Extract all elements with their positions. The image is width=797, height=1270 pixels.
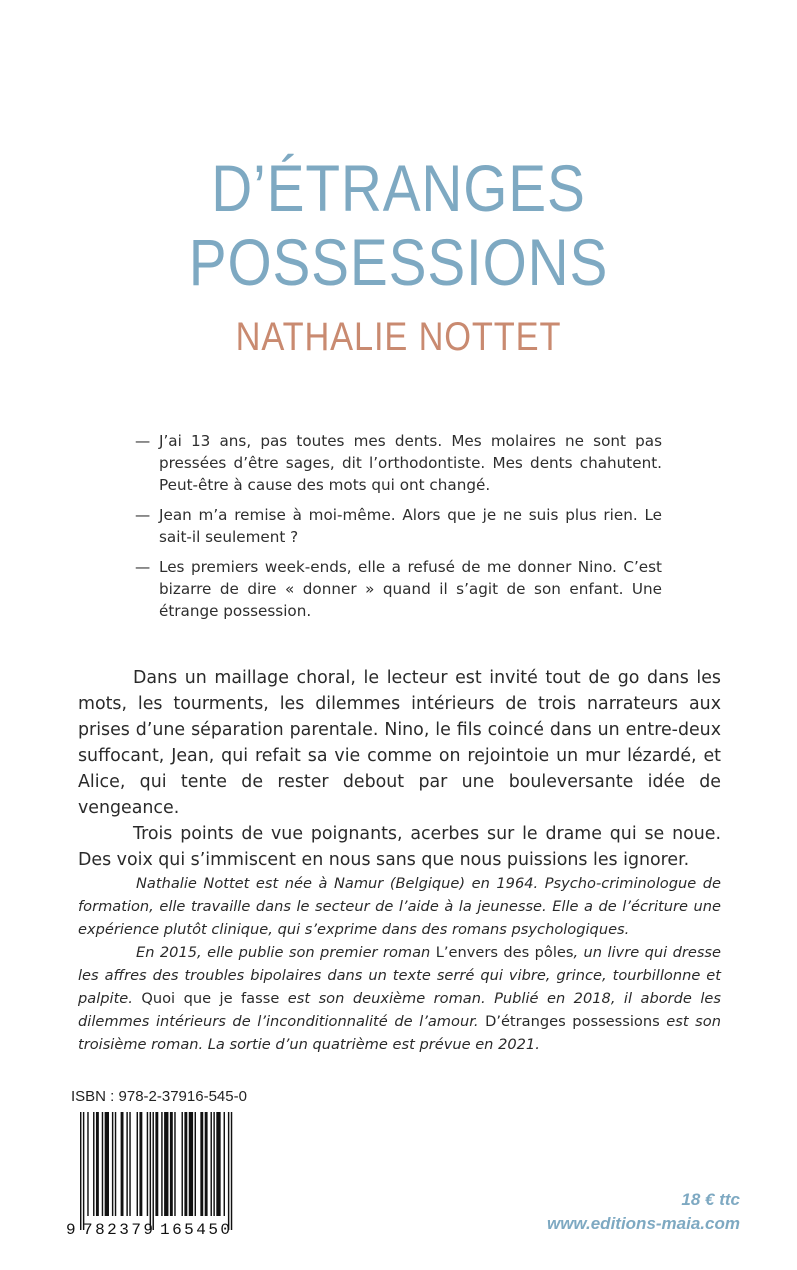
barcode-bar xyxy=(189,1112,193,1216)
barcode-bar xyxy=(170,1112,173,1216)
quote-dash: — xyxy=(135,506,151,524)
quote-item xyxy=(135,504,662,548)
barcode-bar xyxy=(121,1112,124,1216)
bio-paragraph-2 xyxy=(78,941,721,1056)
barcode-bar xyxy=(200,1112,203,1216)
author-name: NATHALIE NOTTET xyxy=(235,315,562,359)
barcode-bar xyxy=(112,1112,113,1216)
barcode-bar xyxy=(126,1112,127,1216)
summary-paragraph-1: Dans un maillage choral, le lecteur est invité tout de go dans les mots, les tourments, les dilemmes intérieurs de trois narrateurs aux prises d’une séparation parentale. Nino, le fils coincé dans un entre-deux suffocant, Jean, qui refait sa vie comme on rejointoie un mur lézardé, et Alice, qui tente de rester debout par une bouleversante idée de vengeance. xyxy=(78,668,721,818)
bio-text: , un livre qui dresse les affres des troubles bipolaires dans un texte serré qui vibre, grince, tourbillonne et palpite. xyxy=(78,944,722,1007)
barcode-bar xyxy=(182,1112,183,1216)
barcode-digit-prefix: 9 xyxy=(66,1221,76,1236)
publisher-website: www.editions-maia.com xyxy=(546,1214,740,1233)
quote-text: Les premiers week-ends, elle a refusé de me donner Nino. C’est bizarre de dire « donner » quand il s’agit de son enfant. Une étrange possession. xyxy=(159,558,662,620)
barcode-bar xyxy=(161,1112,162,1216)
barcode-bar xyxy=(205,1112,208,1216)
barcode-bar xyxy=(102,1112,103,1216)
book-reference: D’étranges possessions xyxy=(485,1013,660,1030)
barcode-bar xyxy=(147,1112,148,1216)
barcode-bar xyxy=(137,1112,138,1216)
barcode-bar xyxy=(80,1112,81,1230)
isbn-label: ISBN : 978-2-37916-545-0 xyxy=(71,1088,247,1105)
barcode-bar xyxy=(139,1112,142,1216)
quote-item xyxy=(135,556,662,622)
book-summary xyxy=(78,665,721,873)
summary-paragraph-2: Trois points de vue poignants, acerbes sur le drame qui se noue. Des voix qui s’immiscent en nous sans que nous puissions les ignorer. xyxy=(78,824,721,870)
barcode-bar xyxy=(228,1112,229,1230)
barcode-bar xyxy=(231,1112,232,1230)
book-reference: Quoi que je fasse xyxy=(141,990,280,1007)
bio-text: En 2015, elle publie son premier roman xyxy=(136,944,436,961)
bio-paragraph-1: Nathalie Nottet est née à Namur (Belgique) en 1964. Psycho-criminologue de formation, elle travaille dans le secteur de l’aide à la jeunesse. Elle a de l’écriture une expérience plutôt clinique, qui s’exprime dans des romans psychologiques. xyxy=(78,875,721,938)
book-reference: L’envers des pôles xyxy=(435,944,574,961)
barcode-bar xyxy=(184,1112,187,1216)
quote-list xyxy=(135,430,662,630)
barcode-bar xyxy=(195,1112,196,1216)
barcode-bar xyxy=(115,1112,116,1216)
barcode-bar xyxy=(93,1112,94,1216)
barcode-bar xyxy=(153,1112,154,1230)
author-bio xyxy=(78,872,721,1056)
book-title-line-2: POSSESSIONS xyxy=(188,225,609,299)
barcode-bar xyxy=(105,1112,109,1216)
price: 18 € ttc xyxy=(681,1190,740,1209)
bio-text: est son deuxième roman. Publié en 2018, il aborde les dilemmes intérieurs de l’inconditionnalité de l’amour. xyxy=(78,990,721,1030)
barcode-bar xyxy=(211,1112,212,1216)
barcode-digits-left: 782379 xyxy=(83,1221,153,1236)
book-title-line-1: D’ÉTRANGES xyxy=(211,151,586,225)
barcode-digits-right: 165450 xyxy=(160,1221,230,1236)
bio-text: est son troisième roman. La sortie d’un quatrième est prévue en 2021. xyxy=(78,1013,721,1053)
barcode-bar xyxy=(83,1112,84,1230)
barcode-bar xyxy=(174,1112,175,1216)
barcode-bar xyxy=(87,1112,88,1216)
quote-text: J’ai 13 ans, pas toutes mes dents. Mes molaires ne sont pas pressées d’être sages, dit l’orthodontiste. Mes dents chahutent. Peut-être à cause des mots qui ont changé. xyxy=(159,432,662,494)
barcode-bar xyxy=(96,1112,99,1216)
barcode-bar xyxy=(164,1112,168,1216)
quote-item xyxy=(135,430,662,496)
barcode xyxy=(66,1112,238,1236)
barcode-bar xyxy=(150,1112,151,1230)
quote-dash: — xyxy=(135,432,151,450)
barcode-bars xyxy=(80,1112,232,1230)
quote-text: Jean m’a remise à moi-même. Alors que je ne suis plus rien. Le sait-il seulement ? xyxy=(159,506,662,546)
barcode-bar xyxy=(224,1112,225,1216)
barcode-bar xyxy=(129,1112,130,1216)
barcode-bar xyxy=(155,1112,158,1216)
quote-dash: — xyxy=(135,558,151,576)
barcode-bar xyxy=(216,1112,220,1216)
barcode-bar xyxy=(213,1112,214,1216)
